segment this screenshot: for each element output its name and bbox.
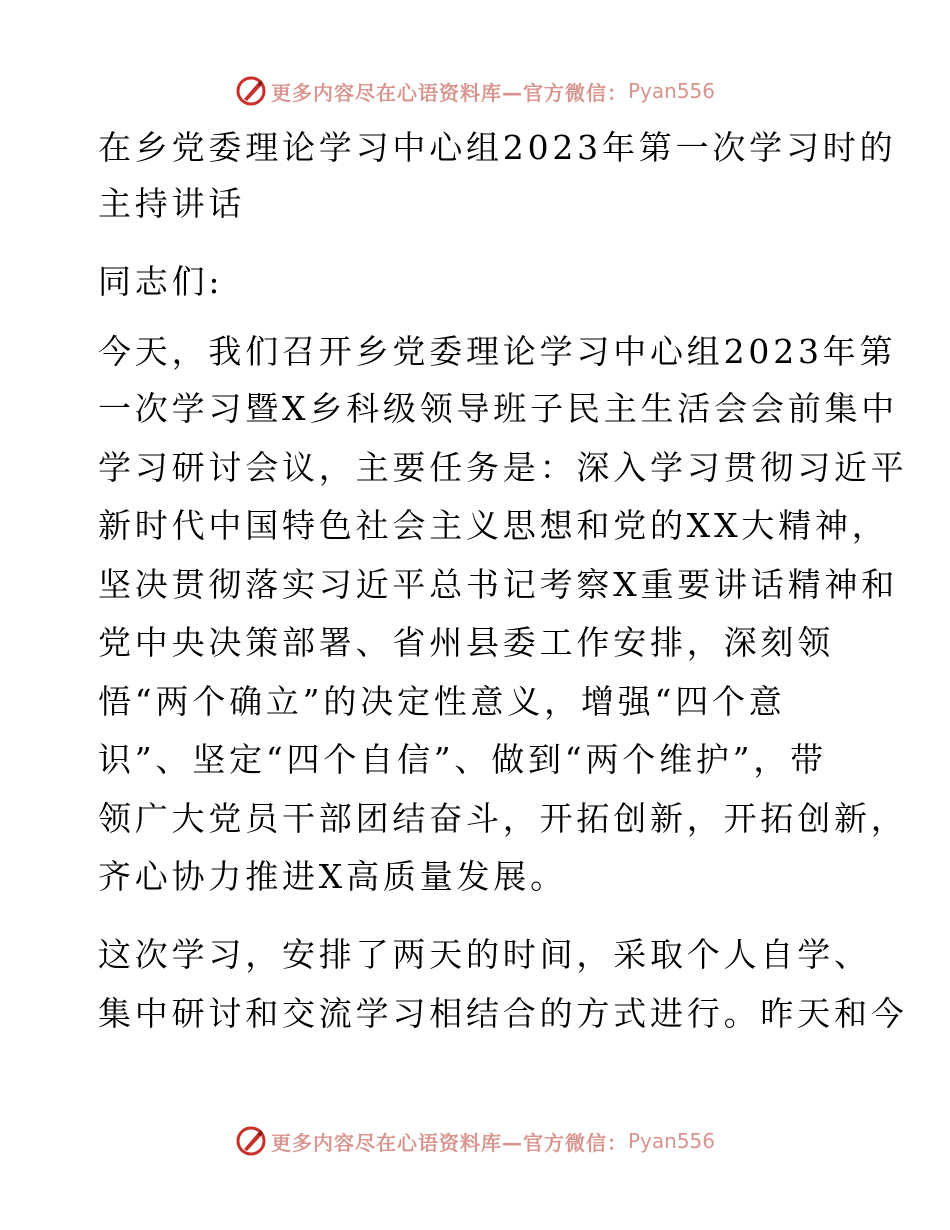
watermark-account: Pyan556 — [627, 1129, 715, 1153]
paragraph-1-line: 今天，我们召开乡党委理论学习中心组2023年第 — [98, 332, 897, 371]
paragraph-1-line: 一次学习暨X乡科级领导班子民主生活会会前集中 — [98, 389, 899, 428]
paragraph-1-line: 齐心协力推进X高质量发展。 — [98, 857, 567, 896]
paragraph-1-line: 学习研讨会议，主要任务是：深入学习贯彻习近平 — [98, 448, 908, 487]
watermark-text: 更多内容尽在心语资料库—官方微信： — [270, 80, 628, 105]
document-title-line-1: 在乡党委理论学习中心组2023年第一次学习时的 — [98, 128, 897, 167]
footer-watermark — [0, 1124, 950, 1158]
salutation: 同志们: — [98, 262, 224, 301]
paragraph-2-line: 这次学习，安排了两天的时间，采取个人自学、 — [98, 935, 871, 974]
watermark-account: Pyan556 — [627, 79, 715, 103]
paragraph-2-line: 集中研讨和交流学习相结合的方式进行。昨天和今 — [98, 994, 908, 1033]
pen-seal-logo-icon — [235, 1125, 267, 1157]
paragraph-1-line: 坚决贯彻落实习近平总书记考察X重要讲话精神和 — [98, 565, 899, 604]
paragraph-1-line: 识”、坚定“四个自信”、做到“两个维护”，带 — [98, 740, 827, 779]
header-watermark — [0, 74, 950, 108]
pen-seal-logo-icon — [235, 75, 267, 107]
paragraph-1-line: 新时代中国特色社会主义思想和党的XX大精神， — [98, 506, 889, 545]
paragraph-1-line: 党中央决策部署、省州县委工作安排，深刻领 — [98, 623, 834, 662]
paragraph-1-line: 领广大党员干部团结奋斗，开拓创新，开拓创新， — [98, 799, 908, 838]
document-title-line-2: 主持讲话 — [98, 184, 246, 223]
watermark-text: 更多内容尽在心语资料库—官方微信： — [270, 1130, 628, 1155]
paragraph-1-line: 悟“两个确立”的决定性意义，增强“四个意 — [98, 682, 786, 721]
